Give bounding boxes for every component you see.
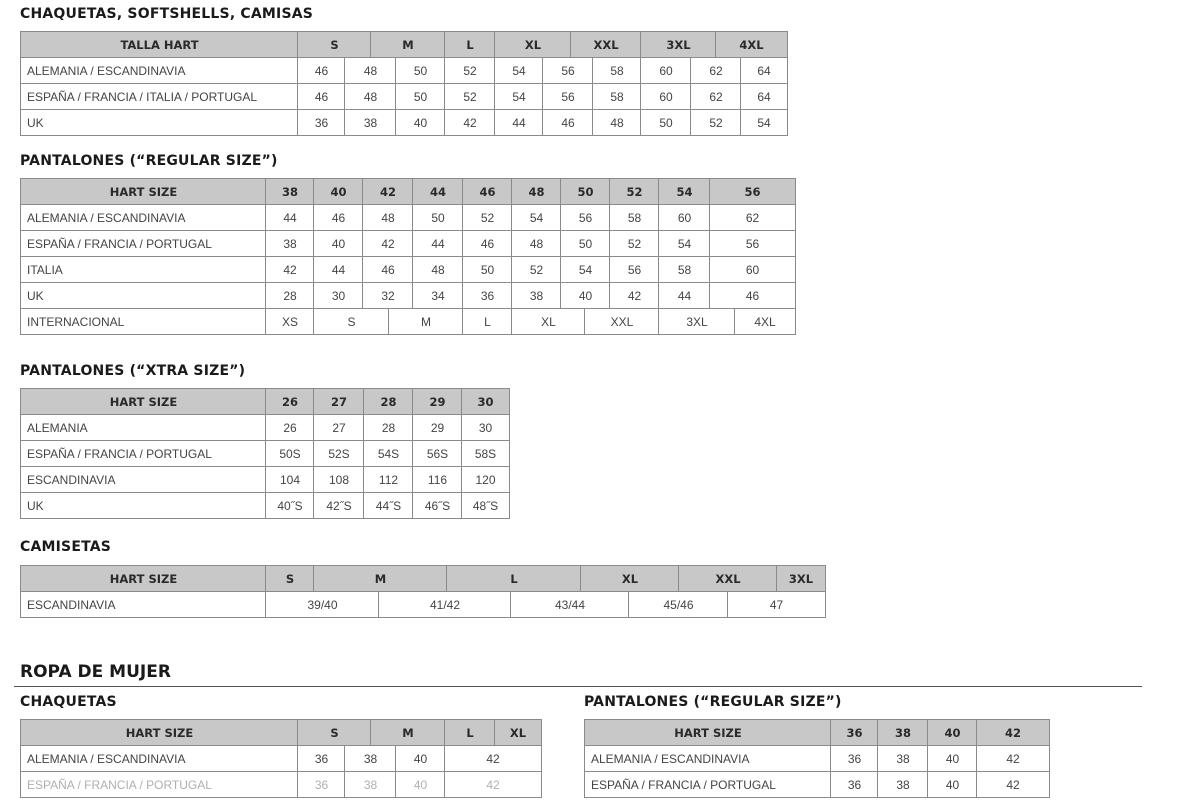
size-value-cell: 43/44 <box>510 591 629 618</box>
row-label-cell: ALEMANIA <box>20 414 266 441</box>
row-label-cell: INTERNACIONAL <box>20 308 266 335</box>
size-value-cell: 64 <box>740 57 788 84</box>
size-value-cell: 36 <box>830 745 878 772</box>
row-label-cell: UK <box>20 109 298 136</box>
size-value-cell: 36 <box>830 771 878 798</box>
size-value-cell: 38 <box>265 230 314 257</box>
size-value-cell: 46 <box>297 83 345 110</box>
size-value-cell: 42 <box>976 771 1050 798</box>
table-pantalones-regular <box>20 178 796 335</box>
header-label-cell: HART SIZE <box>20 388 266 415</box>
header-size-cell: L <box>446 565 581 592</box>
table-row <box>20 204 796 230</box>
size-value-cell: 120 <box>461 466 510 493</box>
size-value-cell: 36 <box>462 282 512 309</box>
size-value-cell: 48 <box>344 83 396 110</box>
size-value-cell: 50 <box>412 204 463 231</box>
size-value-cell: 44 <box>494 109 543 136</box>
size-value-cell: 27 <box>313 414 364 441</box>
size-value-cell: 40 <box>927 771 977 798</box>
table-camisetas <box>20 565 826 618</box>
size-value-cell: 38 <box>344 771 396 798</box>
size-value-cell: 46 <box>362 256 413 283</box>
size-value-cell: 54S <box>363 440 413 467</box>
size-value-cell: 58 <box>592 83 641 110</box>
size-value-cell: 56 <box>560 204 610 231</box>
size-value-cell: 50S <box>265 440 314 467</box>
size-value-cell: 42 <box>444 109 495 136</box>
size-value-cell: 42 <box>265 256 314 283</box>
size-value-cell: 46 <box>542 109 593 136</box>
table-row <box>20 83 788 109</box>
size-value-cell: 54 <box>494 83 543 110</box>
header-size-cell: 38 <box>265 178 314 205</box>
size-value-cell: 58 <box>609 204 659 231</box>
size-value-cell: 36 <box>297 109 345 136</box>
size-value-cell: XS <box>265 308 314 335</box>
row-label-cell: ESPAÑA / FRANCIA / PORTUGAL <box>20 230 266 257</box>
header-size-cell: XXL <box>570 31 641 58</box>
header-label-cell: HART SIZE <box>20 178 266 205</box>
size-value-cell: 58 <box>592 57 641 84</box>
size-value-cell: 52 <box>609 230 659 257</box>
ropa-de-mujer-heading: ROPA DE MUJER <box>20 662 171 682</box>
table-header-row <box>20 565 826 591</box>
header-size-cell: 30 <box>461 388 510 415</box>
table-row <box>20 771 542 797</box>
header-size-cell: 42 <box>976 719 1050 746</box>
row-label-cell: ESPAÑA / FRANCIA / PORTUGAL <box>584 771 831 798</box>
header-size-cell: 44 <box>412 178 463 205</box>
section-divider <box>14 686 1142 687</box>
size-value-cell: 48 <box>412 256 463 283</box>
header-size-cell: XL <box>494 719 542 746</box>
size-value-cell: 30 <box>313 282 363 309</box>
table-pantalones-xtra <box>20 388 510 519</box>
table-row <box>20 591 826 617</box>
header-size-cell: M <box>370 719 445 746</box>
table-header-row <box>20 31 788 57</box>
size-value-cell: 46 <box>462 230 512 257</box>
size-value-cell: 56 <box>542 83 593 110</box>
header-size-cell: M <box>370 31 445 58</box>
chaquetas-title: CHAQUETAS, SOFTSHELLS, CAMISAS <box>20 6 314 22</box>
size-value-cell: 48 <box>511 230 561 257</box>
size-value-cell: 50 <box>640 109 691 136</box>
size-value-cell: 56 <box>542 57 593 84</box>
pantalones-regular-title: PANTALONES (“REGULAR SIZE”) <box>20 153 278 169</box>
size-value-cell: 50 <box>560 230 610 257</box>
header-size-cell: L <box>444 719 495 746</box>
header-size-cell: L <box>444 31 495 58</box>
size-value-cell: 46˝S <box>412 492 462 519</box>
size-value-cell: 42 <box>976 745 1050 772</box>
size-value-cell: 48˝S <box>461 492 510 519</box>
header-size-cell: 27 <box>313 388 364 415</box>
row-label-cell: UK <box>20 492 266 519</box>
row-label-cell: ESCANDINAVIA <box>20 466 266 493</box>
size-value-cell: 42 <box>362 230 413 257</box>
size-value-cell: 48 <box>592 109 641 136</box>
size-value-cell: 112 <box>363 466 413 493</box>
table-row <box>20 308 796 334</box>
size-value-cell: 36 <box>297 745 345 772</box>
header-size-cell: 42 <box>362 178 413 205</box>
size-value-cell: S <box>313 308 389 335</box>
size-value-cell: 39/40 <box>265 591 379 618</box>
table-header-row <box>20 178 796 204</box>
row-label-cell: ITALIA <box>20 256 266 283</box>
size-value-cell: 50 <box>462 256 512 283</box>
size-value-cell: 44˝S <box>363 492 413 519</box>
header-size-cell: 36 <box>830 719 878 746</box>
table-row <box>20 414 510 440</box>
size-value-cell: 104 <box>265 466 314 493</box>
size-value-cell: 47 <box>727 591 826 618</box>
header-size-cell: 29 <box>412 388 462 415</box>
size-value-cell: 36 <box>297 771 345 798</box>
size-value-cell: 30 <box>461 414 510 441</box>
size-value-cell: 48 <box>362 204 413 231</box>
size-value-cell: 28 <box>265 282 314 309</box>
size-value-cell: 4XL <box>734 308 796 335</box>
row-label-cell: ALEMANIA / ESCANDINAVIA <box>20 204 266 231</box>
size-value-cell: 56 <box>709 230 796 257</box>
size-value-cell: 26 <box>265 414 314 441</box>
pantalones-xtra-title: PANTALONES (“XTRA SIZE”) <box>20 363 246 379</box>
size-value-cell: 41/42 <box>378 591 511 618</box>
header-label-cell: HART SIZE <box>584 719 831 746</box>
size-value-cell: 108 <box>313 466 364 493</box>
header-size-cell: 4XL <box>715 31 788 58</box>
header-label-cell: TALLA HART <box>20 31 298 58</box>
table-row <box>20 492 510 518</box>
size-value-cell: 116 <box>412 466 462 493</box>
mujer-pantalones-title: PANTALONES (“REGULAR SIZE”) <box>584 694 842 710</box>
size-value-cell: 40 <box>313 230 363 257</box>
table-row <box>20 466 510 492</box>
row-label-cell: ESPAÑA / FRANCIA / PORTUGAL <box>20 771 298 798</box>
header-size-cell: 3XL <box>776 565 826 592</box>
header-size-cell: 40 <box>927 719 977 746</box>
size-value-cell: 52 <box>511 256 561 283</box>
size-value-cell: 54 <box>740 109 788 136</box>
size-value-cell: 40 <box>927 745 977 772</box>
size-value-cell: 58S <box>461 440 510 467</box>
size-value-cell: 62 <box>709 204 796 231</box>
size-value-cell: 46 <box>313 204 363 231</box>
size-value-cell: 40˝S <box>265 492 314 519</box>
size-value-cell: 54 <box>560 256 610 283</box>
size-value-cell: 56S <box>412 440 462 467</box>
table-mujer-pantalones <box>584 719 1050 798</box>
header-size-cell: 52 <box>609 178 659 205</box>
header-size-cell: 26 <box>265 388 314 415</box>
size-value-cell: 42 <box>609 282 659 309</box>
header-label-cell: HART SIZE <box>20 719 298 746</box>
size-value-cell: 40 <box>395 745 445 772</box>
size-value-cell: 52S <box>313 440 364 467</box>
size-value-cell: 60 <box>640 83 691 110</box>
table-row <box>20 745 542 771</box>
size-value-cell: 54 <box>494 57 543 84</box>
size-value-cell: XXL <box>584 308 659 335</box>
size-value-cell: 60 <box>709 256 796 283</box>
header-size-cell: 28 <box>363 388 413 415</box>
row-label-cell: ALEMANIA / ESCANDINAVIA <box>20 57 298 84</box>
header-size-cell: S <box>297 31 371 58</box>
header-size-cell: XXL <box>678 565 777 592</box>
row-label-cell: ESPAÑA / FRANCIA / ITALIA / PORTUGAL <box>20 83 298 110</box>
header-size-cell: 56 <box>709 178 796 205</box>
table-row <box>20 230 796 256</box>
size-value-cell: 42˝S <box>313 492 364 519</box>
size-value-cell: 38 <box>877 745 928 772</box>
size-value-cell: 38 <box>511 282 561 309</box>
header-size-cell: 46 <box>462 178 512 205</box>
size-value-cell: 34 <box>412 282 463 309</box>
size-value-cell: 62 <box>690 57 741 84</box>
size-value-cell: 62 <box>690 83 741 110</box>
size-value-cell: 54 <box>511 204 561 231</box>
size-value-cell: 38 <box>877 771 928 798</box>
size-value-cell: 42 <box>444 771 542 798</box>
header-size-cell: S <box>297 719 371 746</box>
size-value-cell: 48 <box>344 57 396 84</box>
size-value-cell: 44 <box>313 256 363 283</box>
size-value-cell: 40 <box>395 109 445 136</box>
table-row <box>584 771 1050 797</box>
size-value-cell: 50 <box>395 83 445 110</box>
header-size-cell: 54 <box>658 178 710 205</box>
row-label-cell: ALEMANIA / ESCANDINAVIA <box>584 745 831 772</box>
table-mujer-chaquetas <box>20 719 542 798</box>
table-row <box>20 282 796 308</box>
size-value-cell: 52 <box>444 83 495 110</box>
camisetas-title: CAMISETAS <box>20 539 112 555</box>
size-value-cell: 38 <box>344 109 396 136</box>
size-value-cell: 54 <box>658 230 710 257</box>
table-header-row <box>584 719 1050 745</box>
row-label-cell: ALEMANIA / ESCANDINAVIA <box>20 745 298 772</box>
header-size-cell: 38 <box>877 719 928 746</box>
size-value-cell: L <box>462 308 512 335</box>
table-chaquetas <box>20 31 788 136</box>
row-label-cell: UK <box>20 282 266 309</box>
row-label-cell: ESCANDINAVIA <box>20 591 266 618</box>
header-size-cell: 50 <box>560 178 610 205</box>
size-value-cell: 40 <box>395 771 445 798</box>
header-size-cell: S <box>265 565 314 592</box>
size-value-cell: 28 <box>363 414 413 441</box>
mujer-chaquetas-title: CHAQUETAS <box>20 694 117 710</box>
header-label-cell: HART SIZE <box>20 565 266 592</box>
size-value-cell: 44 <box>412 230 463 257</box>
table-row <box>584 745 1050 771</box>
size-value-cell: 38 <box>344 745 396 772</box>
size-value-cell: 45/46 <box>628 591 728 618</box>
header-size-cell: 3XL <box>640 31 716 58</box>
size-value-cell: 64 <box>740 83 788 110</box>
size-value-cell: 52 <box>444 57 495 84</box>
table-header-row <box>20 719 542 745</box>
size-value-cell: 50 <box>395 57 445 84</box>
size-value-cell: 42 <box>444 745 542 772</box>
size-value-cell: 56 <box>609 256 659 283</box>
size-value-cell: 60 <box>640 57 691 84</box>
table-header-row <box>20 388 510 414</box>
size-value-cell: 3XL <box>658 308 735 335</box>
size-value-cell: 60 <box>658 204 710 231</box>
table-row <box>20 109 788 135</box>
size-value-cell: 44 <box>265 204 314 231</box>
size-value-cell: 52 <box>690 109 741 136</box>
size-value-cell: 44 <box>658 282 710 309</box>
size-value-cell: 58 <box>658 256 710 283</box>
size-value-cell: 46 <box>709 282 796 309</box>
size-value-cell: XL <box>511 308 585 335</box>
header-size-cell: 48 <box>511 178 561 205</box>
size-value-cell: 52 <box>462 204 512 231</box>
header-size-cell: XL <box>580 565 679 592</box>
header-size-cell: XL <box>494 31 571 58</box>
size-value-cell: 40 <box>560 282 610 309</box>
header-size-cell: M <box>313 565 447 592</box>
table-row <box>20 256 796 282</box>
size-value-cell: M <box>388 308 463 335</box>
size-value-cell: 29 <box>412 414 462 441</box>
table-row <box>20 440 510 466</box>
header-size-cell: 40 <box>313 178 363 205</box>
size-value-cell: 32 <box>362 282 413 309</box>
row-label-cell: ESPAÑA / FRANCIA / PORTUGAL <box>20 440 266 467</box>
size-value-cell: 46 <box>297 57 345 84</box>
table-row <box>20 57 788 83</box>
